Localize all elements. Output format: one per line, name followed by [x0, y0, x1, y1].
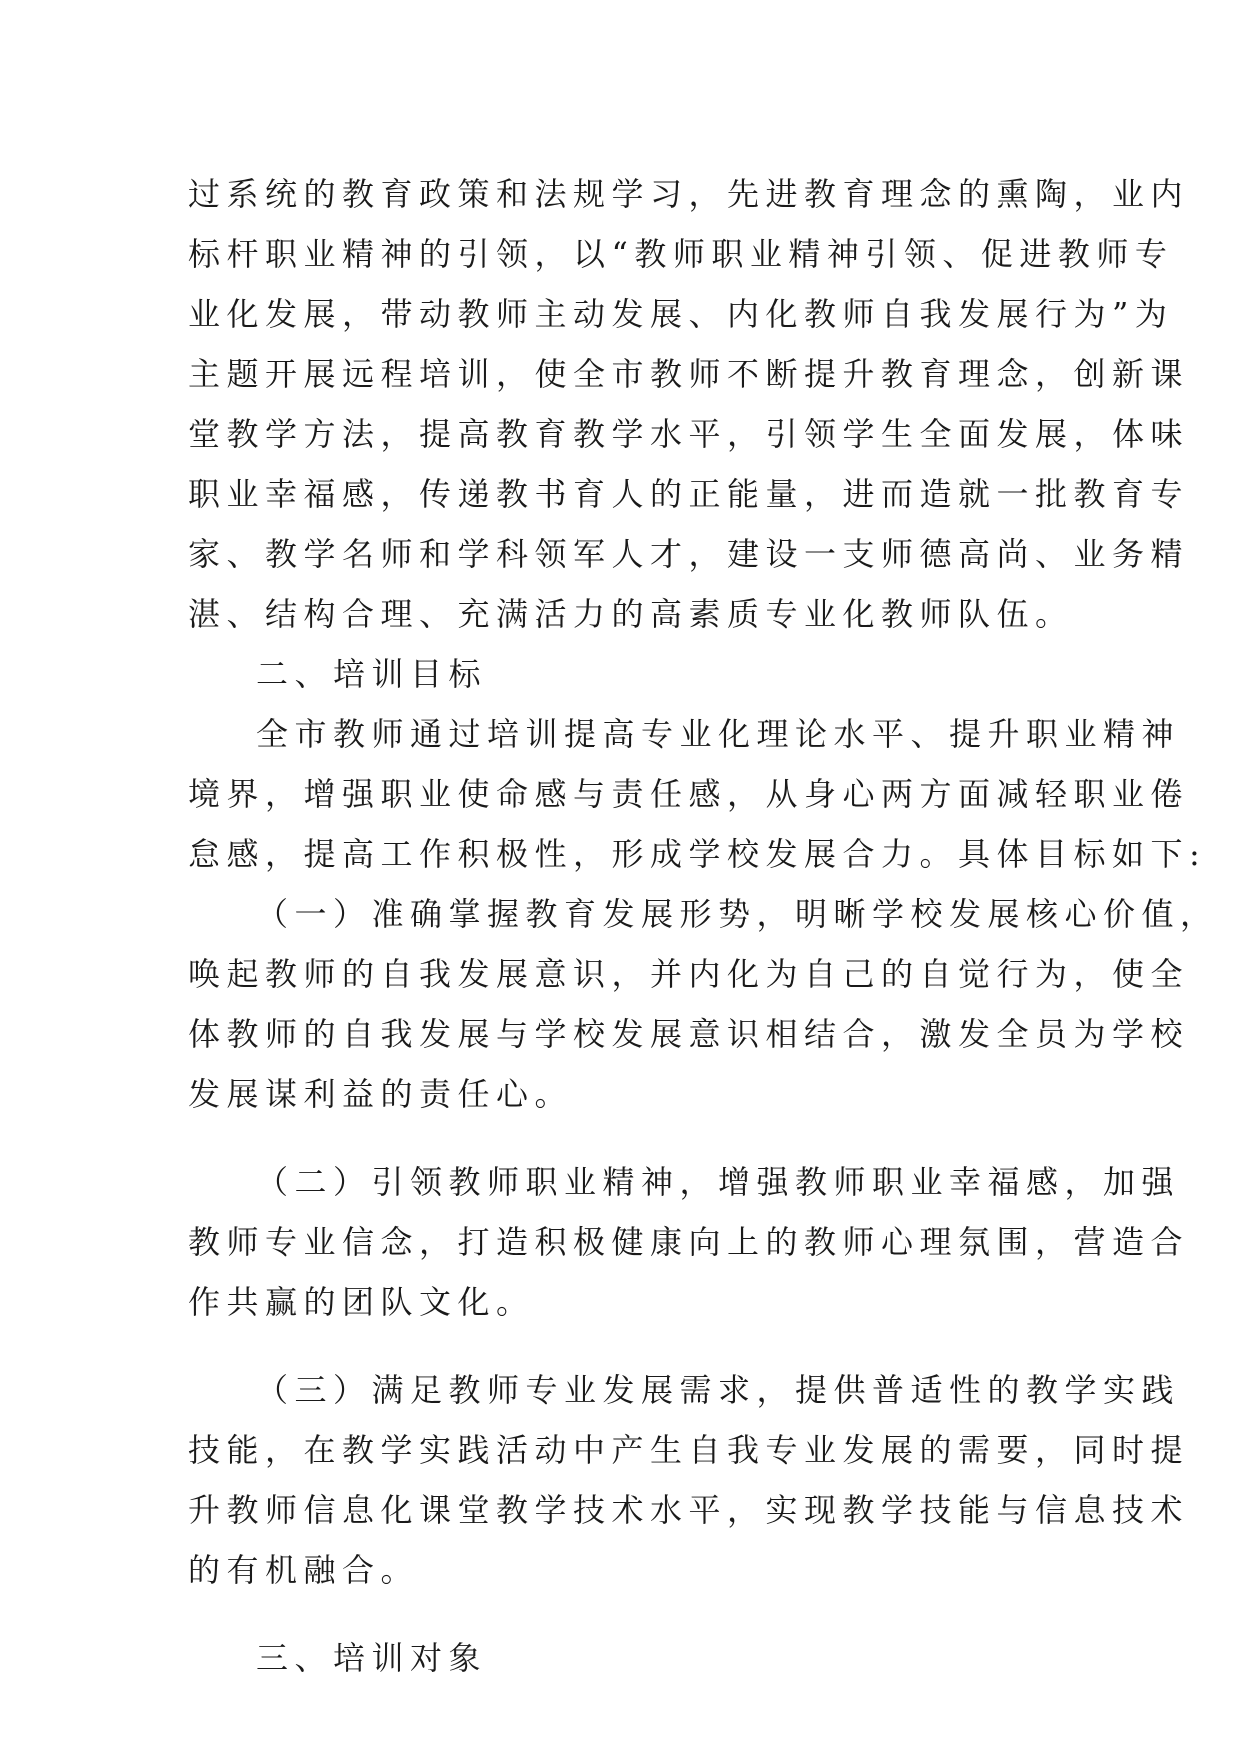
text-line: （二）引领教师职业精神，增强教师职业幸福感，加强 — [256, 1163, 1181, 1201]
text-line: 全市教师通过培训提高专业化理论水平、提升职业精神 — [256, 715, 1181, 753]
text-line: 标杆职业精神的引领，以“教师职业精神引领、促进教师专 — [188, 235, 1174, 273]
text-line: 升教师信息化课堂教学技术水平，实现教学技能与信息技术 — [188, 1491, 1190, 1529]
text-line: 技能，在教学实践活动中产生自我专业发展的需要，同时提 — [188, 1431, 1190, 1469]
text-line: 唤起教师的自我发展意识，并内化为自己的自觉行为，使全 — [188, 955, 1190, 993]
paragraph-spacer — [188, 1332, 1058, 1360]
goal-item-3 — [188, 1360, 1190, 1600]
text-line: 业化发展，带动教师主动发展、内化教师自我发展行为”为 — [188, 295, 1174, 333]
text-line: 作共赢的团队文化。 — [188, 1283, 535, 1321]
paragraph-spacer — [188, 1124, 1058, 1152]
intro-paragraph — [188, 164, 1190, 644]
text-line: 过系统的教育政策和法规学习，先进教育理念的熏陶，业内 — [188, 175, 1190, 213]
paragraph-spacer — [188, 1600, 1058, 1628]
text-line: 发展谋利益的责任心。 — [188, 1075, 574, 1113]
text-line: 体教师的自我发展与学校发展意识相结合，激发全员为学校 — [188, 1015, 1190, 1053]
text-line: （一）准确掌握教育发展形势，明晰学校发展核心价值， — [256, 895, 1219, 933]
text-line: 家、教学名师和学科领军人才，建设一支师德高尚、业务精 — [188, 535, 1190, 573]
section-heading-training-goals: 二、培训目标 — [256, 655, 488, 693]
text-line: 堂教学方法，提高教育教学水平，引领学生全面发展，体味 — [188, 415, 1190, 453]
text-line: 职业幸福感，传递教书育人的正能量，进而造就一批教育专 — [188, 475, 1190, 513]
text-line: 的有机融合。 — [188, 1551, 420, 1589]
document-body — [188, 164, 1219, 1688]
text-line: 怠感，提高工作积极性，形成学校发展合力。具体目标如下: — [188, 835, 1207, 873]
text-line: 境界，增强职业使命感与责任感，从身心两方面减轻职业倦 — [188, 775, 1190, 813]
section-heading-training-targets: 三、培训对象 — [256, 1639, 488, 1677]
text-line: 湛、结构合理、充满活力的高素质专业化教师队伍。 — [188, 595, 1074, 633]
goal-item-2 — [188, 1152, 1190, 1332]
text-line: （三）满足教师专业发展需求，提供普适性的教学实践 — [256, 1371, 1181, 1409]
text-line: 主题开展远程培训，使全市教师不断提升教育理念，创新课 — [188, 355, 1190, 393]
goal-item-1 — [188, 884, 1219, 1124]
training-goals-paragraph — [188, 704, 1207, 884]
text-line: 教师专业信念，打造积极健康向上的教师心理氛围，营造合 — [188, 1223, 1190, 1261]
